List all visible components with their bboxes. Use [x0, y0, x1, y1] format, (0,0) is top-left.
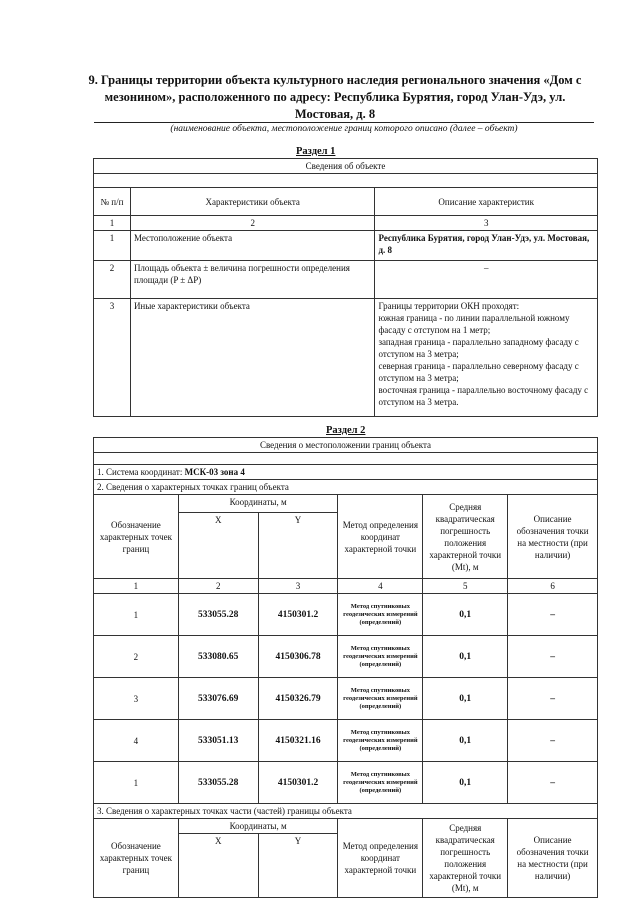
coord-system-row [94, 465, 598, 480]
point-method: Метод спутниковых геодезических измерений (определений) [338, 636, 423, 678]
point-x: 533076.69 [178, 678, 258, 720]
point-method: Метод спутниковых геодезических измерений (определений) [338, 762, 423, 804]
section2-header: Сведения о местоположении границ объекта [94, 438, 598, 453]
col-note-header: Описание обозначения точки на местности (при наличии) [508, 495, 598, 579]
point-y: 4150301.2 [258, 594, 338, 636]
table-row [94, 762, 598, 804]
col-char-header: Характеристики объекта [130, 188, 375, 216]
parts-col-mt-header: Средняя квадратическая погрешность положения характерной точки (Mt), м [423, 819, 508, 898]
col-coords-header: Координаты, м [178, 495, 338, 513]
points-header: 2. Сведения о характерных точках границ объекта [94, 480, 598, 495]
point-id: 1 [94, 762, 179, 804]
point-id: 1 [94, 594, 179, 636]
title-underline [94, 122, 594, 123]
point-mt: 0,1 [423, 720, 508, 762]
row-characteristic: Местоположение объекта [130, 231, 375, 261]
point-method: Метод спутниковых геодезических измерений (определений) [338, 720, 423, 762]
point-mt: 0,1 [423, 594, 508, 636]
table-row [94, 720, 598, 762]
section1-header: Сведения об объекте [94, 159, 598, 174]
point-id: 3 [94, 678, 179, 720]
parts-header: 3. Сведения о характерных точках части (частей) границы объекта [94, 804, 598, 819]
index-cell: 3 [375, 216, 598, 231]
parts-col-x-header: X [178, 834, 258, 898]
document-subtitle: (наименование объекта, местоположение границ которого описано (далее – объект) [170, 124, 518, 134]
section1-table [93, 158, 598, 417]
index-cell: 1 [94, 579, 179, 594]
boundary-line: восточная граница - параллельно восточному фасаду с отступом на 3 метра. [378, 385, 589, 407]
row-number: 2 [94, 261, 131, 299]
row-description: – [375, 261, 598, 299]
index-cell: 4 [338, 579, 423, 594]
point-y: 4150326.79 [258, 678, 338, 720]
row-description: Республика Бурятия, город Улан-Удэ, ул. Мостовая, д. 8 [375, 231, 598, 261]
index-cell: 6 [508, 579, 598, 594]
point-x: 533055.28 [178, 762, 258, 804]
col-y-header: Y [258, 513, 338, 579]
point-y: 4150306.78 [258, 636, 338, 678]
point-note: – [508, 762, 598, 804]
point-note: – [508, 636, 598, 678]
point-note: – [508, 594, 598, 636]
col-point-header: Обозначение характерных точек границ [94, 495, 179, 579]
section2-label: Раздел 2 [326, 425, 366, 436]
coord-system-label: 1. Система координат: [97, 467, 183, 477]
point-y: 4150321.16 [258, 720, 338, 762]
parts-col-method-header: Метод определения координат характерной точки [338, 819, 423, 898]
row-characteristic: Иные характеристики объекта [130, 299, 375, 417]
section1-label: Раздел 1 [296, 146, 336, 157]
index-cell: 5 [423, 579, 508, 594]
document-title: 9. Границы территории объекта культурного наследия регионального значения «Дом с мезонином», расположенного по адресу: Республика Бурятия, город Улан-Удэ, ул. Мостовая, д. 8 [88, 73, 582, 121]
index-cell: 3 [258, 579, 338, 594]
index-cell: 2 [130, 216, 375, 231]
index-cell: 1 [94, 216, 131, 231]
parts-col-point-header: Обозначение характерных точек границ [94, 819, 179, 898]
parts-col-note-header: Описание обозначения точки на местности (при наличии) [508, 819, 598, 898]
boundary-line: северная граница - параллельно северному фасаду с отступом на 3 метра; [378, 361, 579, 383]
table-row [94, 636, 598, 678]
col-x-header: X [178, 513, 258, 579]
parts-col-y-header: Y [258, 834, 338, 898]
point-note: – [508, 678, 598, 720]
boundary-line: Границы территории ОКН проходят: [378, 301, 520, 311]
boundary-line: южная граница - по линии параллельной южному фасаду с отступом на 1 метр; [378, 313, 570, 335]
table-row [94, 678, 598, 720]
point-method: Метод спутниковых геодезических измерений (определений) [338, 678, 423, 720]
point-note: – [508, 720, 598, 762]
point-method: Метод спутниковых геодезических измерений (определений) [338, 594, 423, 636]
point-mt: 0,1 [423, 762, 508, 804]
point-id: 2 [94, 636, 179, 678]
table-row [94, 594, 598, 636]
col-method-header: Метод определения координат характерной точки [338, 495, 423, 579]
point-x: 533055.28 [178, 594, 258, 636]
point-mt: 0,1 [423, 636, 508, 678]
col-desc-header: Описание характеристик [375, 188, 598, 216]
row-number: 1 [94, 231, 131, 261]
boundary-line: западная граница - параллельно западному фасаду с отступом на 3 метра; [378, 337, 579, 359]
point-y: 4150301.2 [258, 762, 338, 804]
point-mt: 0,1 [423, 678, 508, 720]
row-characteristic: Площадь объекта ± величина погрешности определения площади (P ± ΔP) [130, 261, 375, 299]
section2-table [93, 437, 598, 898]
point-x: 533080.65 [178, 636, 258, 678]
row-description [375, 299, 598, 417]
coord-system-value: МСК-03 зона 4 [184, 467, 245, 477]
point-x: 533051.13 [178, 720, 258, 762]
row-number: 3 [94, 299, 131, 417]
col-mt-header: Средняя квадратическая погрешность положения характерной точки (Mt), м [423, 495, 508, 579]
col-num-header: № п/п [94, 188, 131, 216]
index-cell: 2 [178, 579, 258, 594]
point-id: 4 [94, 720, 179, 762]
parts-col-coords-header: Координаты, м [178, 819, 338, 834]
